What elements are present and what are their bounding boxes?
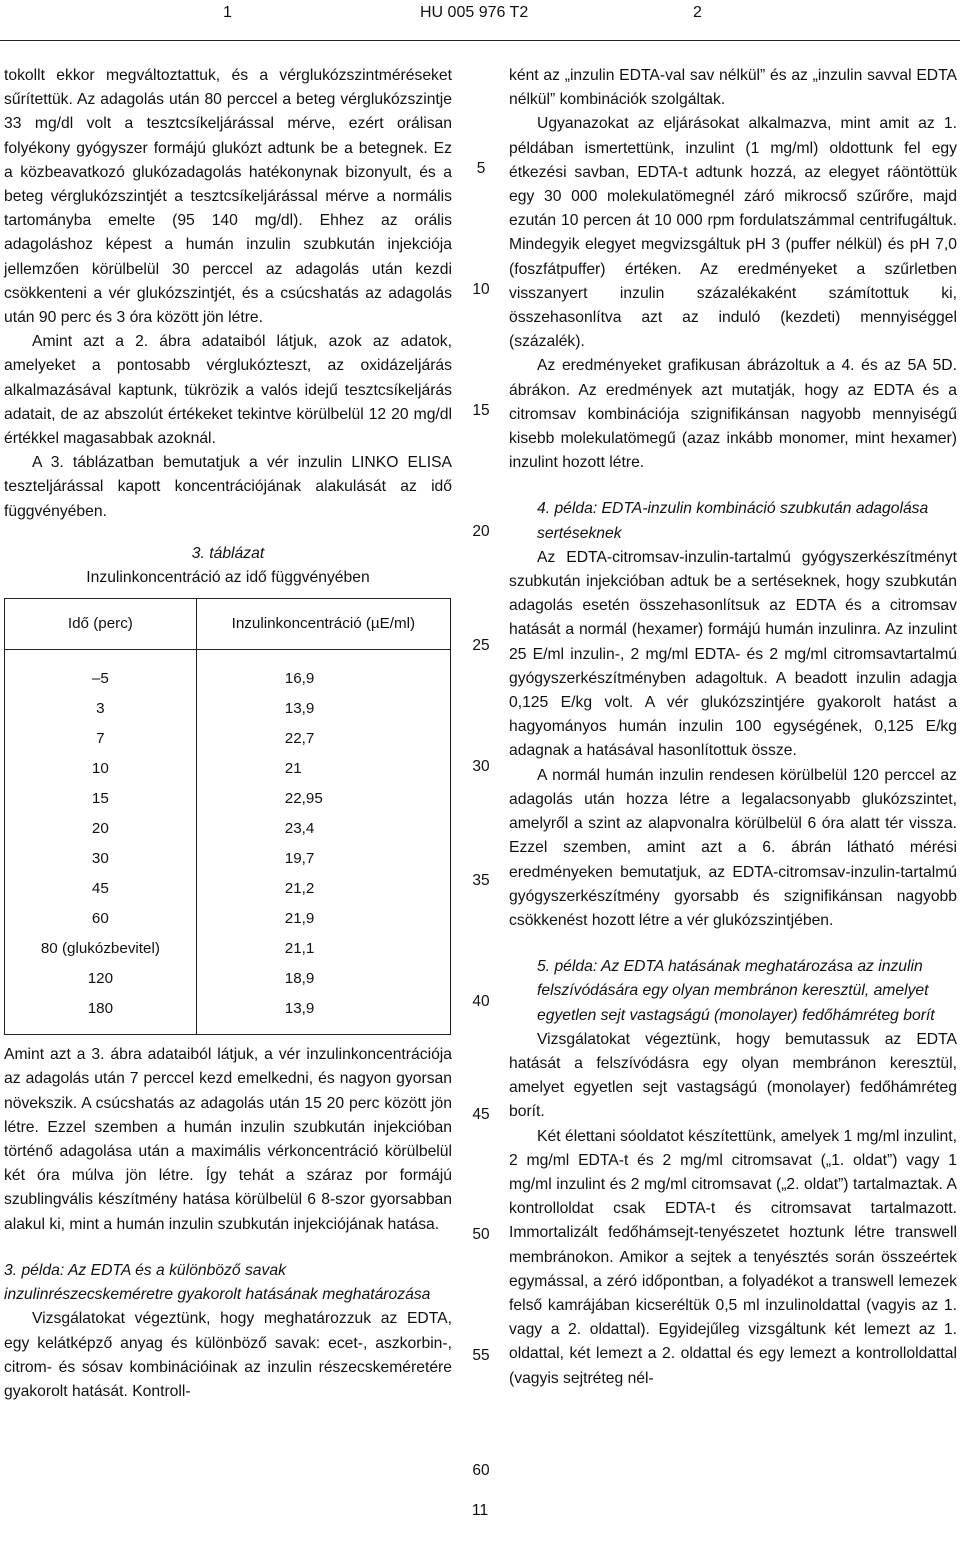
time-cell: 30 xyxy=(5,844,197,874)
header-right-page-number: 2 xyxy=(693,4,702,21)
time-cell: 20 xyxy=(5,814,197,844)
line-number: 5 xyxy=(476,160,486,177)
table-caption xyxy=(4,542,452,590)
table-number: 3. táblázat xyxy=(191,544,265,562)
table-row xyxy=(5,994,451,1035)
paragraph: A 3. táblázatban bemutatjuk a vér inzulin LINKO ELISA teszteljárással kapott koncentrációjának alakulását az idő függvényében. xyxy=(4,454,452,520)
paragraph: Amint azt a 2. ábra adataiból látjuk, azok az adatok, amelyeket a pontosabb vérglukózteszt, az oxidázeljárás alkalmazásával kaptunk, tükrözik a valós idejű tesztcsíkeljárás adatait, de az abszolút értékeket tekintve körülbelül 12 20 mg/dl értékkel magasabbak azoknál. xyxy=(4,333,452,448)
paragraph: Az eredményeket grafikusan ábrázoltuk a 4. és az 5A 5D. ábrákon. Az eredmények azt mutatják, hogy az EDTA és a citromsav kombinációja szignifikánsan nagyobb mennyiségű kisebb molekulatömegű (azaz inkább monomer, mint hexamer) inzulint hozott létre. xyxy=(509,357,957,472)
table-row xyxy=(5,964,451,994)
line-number: 30 xyxy=(472,758,490,775)
table-row xyxy=(5,724,451,754)
line-number: 55 xyxy=(472,1347,490,1364)
time-cell: 7 xyxy=(5,724,197,754)
table-header-row xyxy=(5,599,451,650)
paragraph: A normál humán inzulin rendesen körülbelül 120 perccel az adagolás után hozza létre a legalacsonyabb glukózszintet, amelyről a szint az alapvonalra körülbelül 6 óra alatt tér vissza. Ezzel szemben, amint azt a 6. ábrán látható mérési eredményeken bemutatjuk, az EDTA-citromsav-inzulin-tartalmú gyógyszerkészítmény gyorsabb és szignifikánsan nagyobb csökkenést hozott létre a vér glukózszintjében. xyxy=(509,766,957,929)
concentration-cell: 16,9 xyxy=(196,650,450,695)
time-cell: 80 (glukózbevitel) xyxy=(5,934,197,964)
line-number: 35 xyxy=(472,872,490,889)
table-row xyxy=(5,904,451,934)
time-cell: –5 xyxy=(5,650,197,695)
concentration-cell: 13,9 xyxy=(196,994,450,1035)
line-number: 40 xyxy=(472,993,490,1010)
page-number: 11 xyxy=(471,1502,489,1519)
column-header-concentration: Inzulinkoncentráció (µE/ml) xyxy=(196,599,450,650)
time-cell: 180 xyxy=(5,994,197,1035)
section-heading: 4. példa: EDTA-inzulin kombináció szubkután adagolása sertéseknek xyxy=(537,500,929,542)
line-number: 10 xyxy=(472,281,490,298)
paragraph: ként az „inzulin EDTA-val sav nélkül” és az „inzulin savval EDTA nélkül” kombinációk szolgáltak. xyxy=(509,67,957,109)
table-row xyxy=(5,844,451,874)
insulin-table xyxy=(4,598,451,1035)
table-row xyxy=(5,754,451,784)
paragraph: Vizsgálatokat végeztünk, hogy bemutassuk az EDTA hatását a felszívódásra egy olyan membránon keresztül, amelyet egyetlen sejt vastagságú (monolayer) fedőhámréteg borít. xyxy=(509,1030,957,1121)
paragraph: Vizsgálatokat végeztünk, hogy meghatározzuk az EDTA, egy kelátképző anyag és különböző savak: ecet-, aszkorbin-, citrom- és sósav kombinációinak az inzulin részecskeméretére gyakorolt hatását. Kontroll- xyxy=(4,1310,452,1400)
line-number: 60 xyxy=(472,1462,490,1479)
concentration-cell: 19,7 xyxy=(196,844,450,874)
table-row xyxy=(5,784,451,814)
time-cell: 10 xyxy=(5,754,197,784)
concentration-cell: 22,95 xyxy=(196,784,450,814)
concentration-cell: 22,7 xyxy=(196,724,450,754)
concentration-cell: 18,9 xyxy=(196,964,450,994)
paragraph: Két élettani sóoldatot készítettünk, amelyek 1 mg/ml inzulint, 2 mg/ml EDTA-t és 2 mg/ml citromsavat („1. oldat”) vagy 1 mg/ml inzulint és 2 mg/ml citromsavat („2. oldat”) tartalmaztak. A kontrolloldat csak EDTA-t és citromsavat tartalmazott. Immortalizált fedőhámsejt-tenyészetet hoztunk létre transwell membránokon. Amikor a sejtek a tenyésztés során összeértek egymással, a zéró időpontban, a folyadékot a transwell lemezek felső kamrájában kicseréltük 0,5 ml inzulinoldattal (vagyis az 1. vagy a 2. oldattal). Egyidejűleg vizsgáltunk két lemezt az 1. oldattal, két lemezt a 2. oldattal és egy lemezt a kontrolloldattal (vagyis sejtréteg nél- xyxy=(509,1127,957,1387)
paragraph: tokollt ekkor megváltoztattuk, és a vérglukózszintméréseket sűrítettük. Az adagolás után 80 perccel a beteg vérglukózszintje 33 mg/dl volt a tesztcsíkeljárással mérve, ezért orálisan folyékony gyógyszer formájú glukózt adtunk be a betegnek. Ez a közbeavatkozó glukózadagolás hatékonynak bizonyult, és a beteg vérglukózszintjét a tesztcsíkeljárással mérve a normális tartományba emelte (95 140 mg/dl). Ehhez az orális adagoláshoz képest a humán inzulin szubkután injekciója jellemzően körülbelül 30 perccel az adagolás után kezdi csökkenteni a vér glukózszintjét, és a csúcshatás az adagolás után 90 perc és 3 óra között jön létre. xyxy=(4,67,452,327)
line-number: 20 xyxy=(472,523,490,540)
table-row xyxy=(5,650,451,695)
concentration-cell: 21,9 xyxy=(196,904,450,934)
section-heading: 5. példa: Az EDTA hatásának meghatározása az inzulin felszívódására egy olyan membránon keresztül, amelyet egyetlen sejt vastagságú (monolayer) fedőhámréteg borít xyxy=(537,958,935,1024)
header-rule xyxy=(0,40,960,41)
table-row xyxy=(5,814,451,844)
concentration-cell: 21 xyxy=(196,754,450,784)
document-id: HU 005 976 T2 xyxy=(420,4,529,21)
time-cell: 60 xyxy=(5,904,197,934)
table-title: Inzulinkoncentráció az idő függvényében xyxy=(86,569,370,587)
right-column xyxy=(509,64,957,1391)
concentration-cell: 23,4 xyxy=(196,814,450,844)
concentration-cell: 21,2 xyxy=(196,874,450,904)
header-left-page-number: 1 xyxy=(223,4,232,21)
line-number: 25 xyxy=(472,637,490,654)
table-row xyxy=(5,934,451,964)
table-row xyxy=(5,694,451,724)
column-header-time: Idő (perc) xyxy=(5,599,197,650)
line-number: 45 xyxy=(472,1106,490,1123)
line-number: 15 xyxy=(472,402,490,419)
concentration-cell: 21,1 xyxy=(196,934,450,964)
concentration-cell: 13,9 xyxy=(196,694,450,724)
time-cell: 3 xyxy=(5,694,197,724)
time-cell: 15 xyxy=(5,784,197,814)
paragraph: Amint azt a 3. ábra adataiból látjuk, a vér inzulinkoncentrációja az adagolás után 7 perccel kezd emelkedni, és nagyon gyorsan növekszik. A csúcshatás az adagolás után 15 20 perc között jön létre. Ezzel szemben a humán inzulin szubkután injekcióban történő adagolása után a maximális vérkoncentráció körülbelül két óra múlva jön létre. Így tehát a száraz por formájú szublingvális készítmény hatása körülbelül 6 8-szor gyorsabban alakul ki, mint a humán inzulin szubkután injekciójának hatása. xyxy=(4,1046,452,1233)
table-row xyxy=(5,874,451,904)
paragraph: Az EDTA-citromsav-inzulin-tartalmú gyógyszerkészítményt szubkután injekcióban adtuk be a sertéseknek, hogy szubkután adagolás esetén összehasonlítsuk az EDTA és a citromsav hatását a normál (hexamer) formájú humán inzulinra. Az inzulint 25 E/ml inzulin-, 2 mg/ml EDTA- és 2 mg/ml citromsavtartalmú gyógyszerkészítményben adagoltuk. A beadott inzulin adagja 0,125 E/kg volt. A vér glukózszintjére gyakorolt hatást a hagyományos humán inzulin 100 egységének, 0,125 E/kg adagnak a hatásával hasonlítottuk össze. xyxy=(509,548,957,760)
left-column xyxy=(4,64,452,1404)
section-heading: 3. példa: Az EDTA és a különböző savak inzulinrészecskeméretre gyakorolt hatásának meghatározása xyxy=(4,1261,431,1304)
paragraph: Ugyanazokat az eljárásokat alkalmazva, mint amit az 1. példában ismertettünk, inzulint (1 mg/ml) oldottunk fel egy étkezési savban, EDTA-t adtunk hozzá, az elegyet ráöntöttük egy 30 000 molekulatömegnél záró mikrocső szűrőre, majd ezután 10 percen át 10 000 rpm fordulatszámmal centrifugáltuk. Mindegyik elegyet megvizsgáltuk pH 3 (puffer nélkül) és pH 7,0 (foszfátpuffer) értéken. Az eredményeket a szűrletben visszanyert inzulin százalékaként számítottuk ki, összehasonlítva azt az induló (kezdeti) mennyiséggel (százalék). xyxy=(509,115,957,351)
time-cell: 45 xyxy=(5,874,197,904)
line-number: 50 xyxy=(472,1226,490,1243)
time-cell: 120 xyxy=(5,964,197,994)
